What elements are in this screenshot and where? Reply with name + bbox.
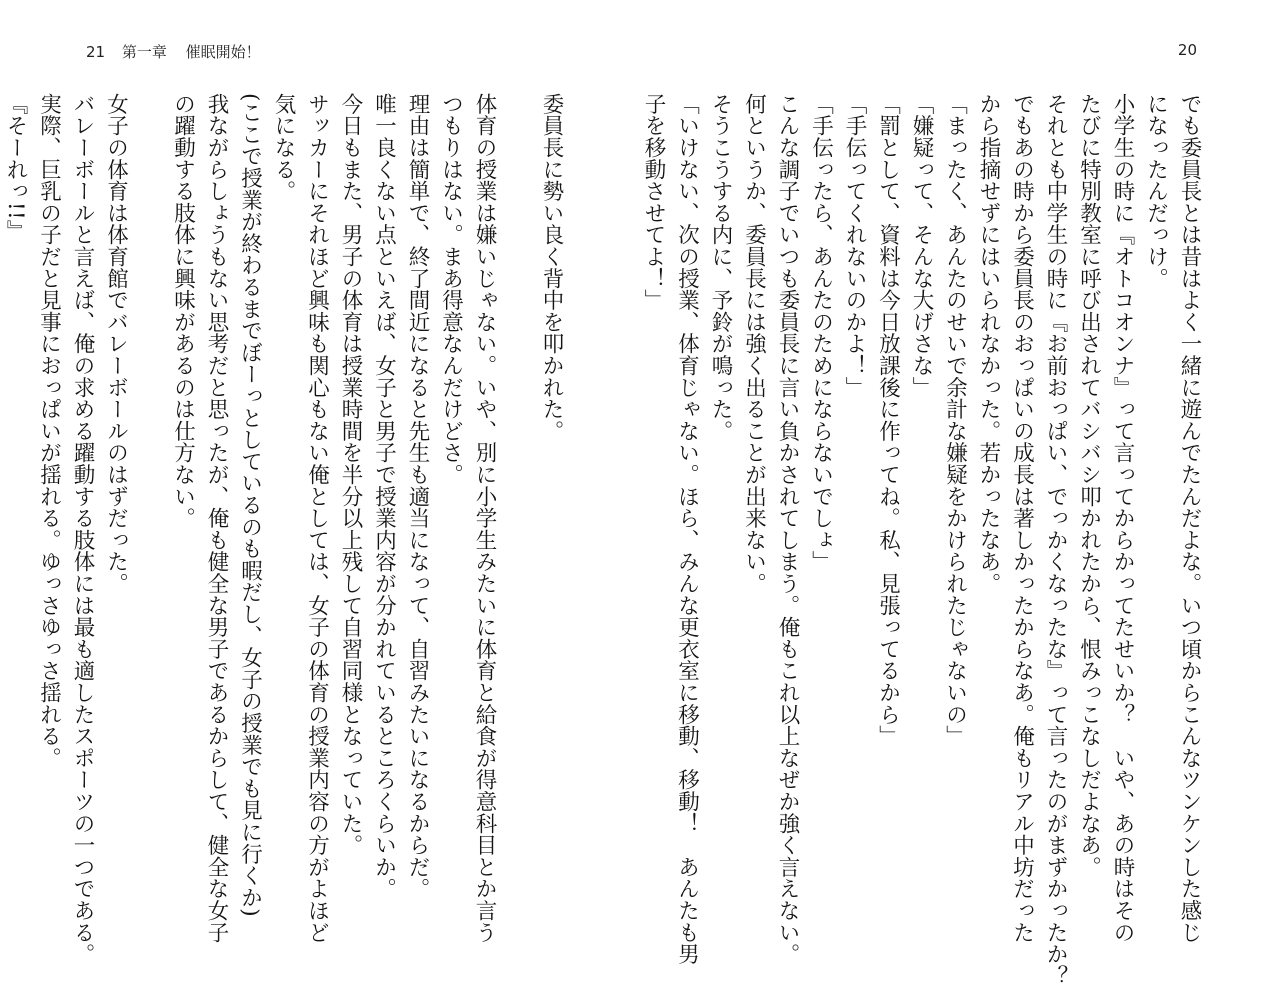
body-text	[3, 93, 568, 965]
text-line: サッカーにそれほど興味も関心もない俺としては、女子の体育の授業内容の方がよほど	[304, 93, 330, 944]
page-number: 21	[86, 43, 106, 61]
text-line: でもあの時から委員長のおっぱいの成長は著しかったからなあ。俺もリアル中坊だった	[1009, 93, 1035, 944]
text-line: 体育の授業は嫌いじゃない。いや、別に小学生みたいに体育と給食が得意科目とか言う	[472, 93, 497, 944]
chapter-title: 催眠開始！	[185, 43, 261, 61]
text-line: の躍動する肢体に興味があるのは仕方ない。	[170, 93, 196, 529]
text-line: 「手伝ったら、あんたのためにならないでしょ」	[808, 93, 834, 573]
text-line: 子を移動させてよ！」	[641, 93, 666, 311]
text-line: 理由は簡単で、終了間近になると先生も適当になって、自習みたいになるからだ。	[405, 93, 430, 900]
text-line: 実際、巨乳の子だと見事におっぱいが揺れる。ゆっさゆっさ揺れる。	[36, 93, 62, 769]
text-line: 我ながらしょうもない思考だと思ったが、俺も健全な男子であるからして、健全な女子	[204, 93, 229, 944]
text-line: 「嫌疑って、そんな大げさな」	[909, 93, 934, 399]
blank-line	[133, 93, 167, 883]
text-line: 委員長に勢い良く背中を叩かれた。	[539, 93, 564, 442]
text-line: それとも中学生の時に『お前おっぱい、でっかくなったな』って言ったのがまずかったか？	[1043, 93, 1068, 987]
text-line: になったんだっけ。	[1143, 93, 1169, 290]
text-line: 女子の体育は体育館でバレーボールのはずだった。	[103, 93, 129, 595]
text-line: 何というか、委員長には強く出ることが出来ない。	[741, 93, 767, 595]
text-line: 唯一良くない点といえば、女子と男子で授業内容が分かれているところくらいか。	[371, 93, 397, 900]
text-line: 小学生の時に『オトコオンナ』って言ってからかってたせいか？ いや、あの時はその	[1110, 93, 1135, 944]
text-line: から指摘せずにはいられなかった。若かったなあ。	[976, 93, 1001, 595]
text-line: 『そーれっ!!』	[3, 93, 28, 242]
text-line: 「まったく、あんたのせいで余計な嫌疑をかけられたじゃないの」	[942, 93, 968, 747]
blank-line	[501, 93, 535, 883]
text-line: そうこうする内に、予鈴が鳴った。	[708, 93, 733, 442]
body-text	[641, 93, 1206, 987]
text-line: つもりはない。まあ得意なんだけどさ。	[438, 93, 464, 486]
text-line: 「手伝ってくれないのかよ！」	[842, 93, 867, 399]
text-line: 気になる。	[271, 93, 296, 202]
right-page	[640, 0, 1280, 987]
text-line: こんな調子でいつも委員長に言い負かされてしまう。俺もこれ以上なぜか強く言えない。	[775, 93, 800, 965]
text-line: でも委員長とは昔はよく一緒に遊んでたんだよな。いつ頃からこんなツンケンした感じ	[1177, 93, 1202, 944]
left-page	[0, 0, 640, 965]
page-number: 20	[1177, 41, 1197, 59]
text-line: (ここで授業が終わるまでぼーっとしているのも暇だし、女子の授業でも見に行くか)	[237, 93, 263, 917]
text-line: バレーボールと言えば、俺の求める躍動する肢体には最も適したスポーツの一つである。	[70, 93, 95, 965]
chapter-label: 第一章	[121, 43, 167, 61]
text-line: たびに特別教室に呼び出されてバシバシ叩かれたから、恨みっこなしだよなあ。	[1076, 93, 1102, 878]
text-line: 「罰として、資料は今日放課後に作ってね。私、見張ってるから」	[875, 93, 901, 747]
running-header	[86, 41, 261, 62]
text-line: 今日もまた、男子の体育は授業時間を半分以上残して自習同様となっていた。	[338, 93, 363, 856]
running-header	[1178, 41, 1197, 59]
text-line: 「いけない、次の授業、体育じゃない。ほら、みんな更衣室に移動、移動！ あんたも男	[674, 93, 700, 965]
